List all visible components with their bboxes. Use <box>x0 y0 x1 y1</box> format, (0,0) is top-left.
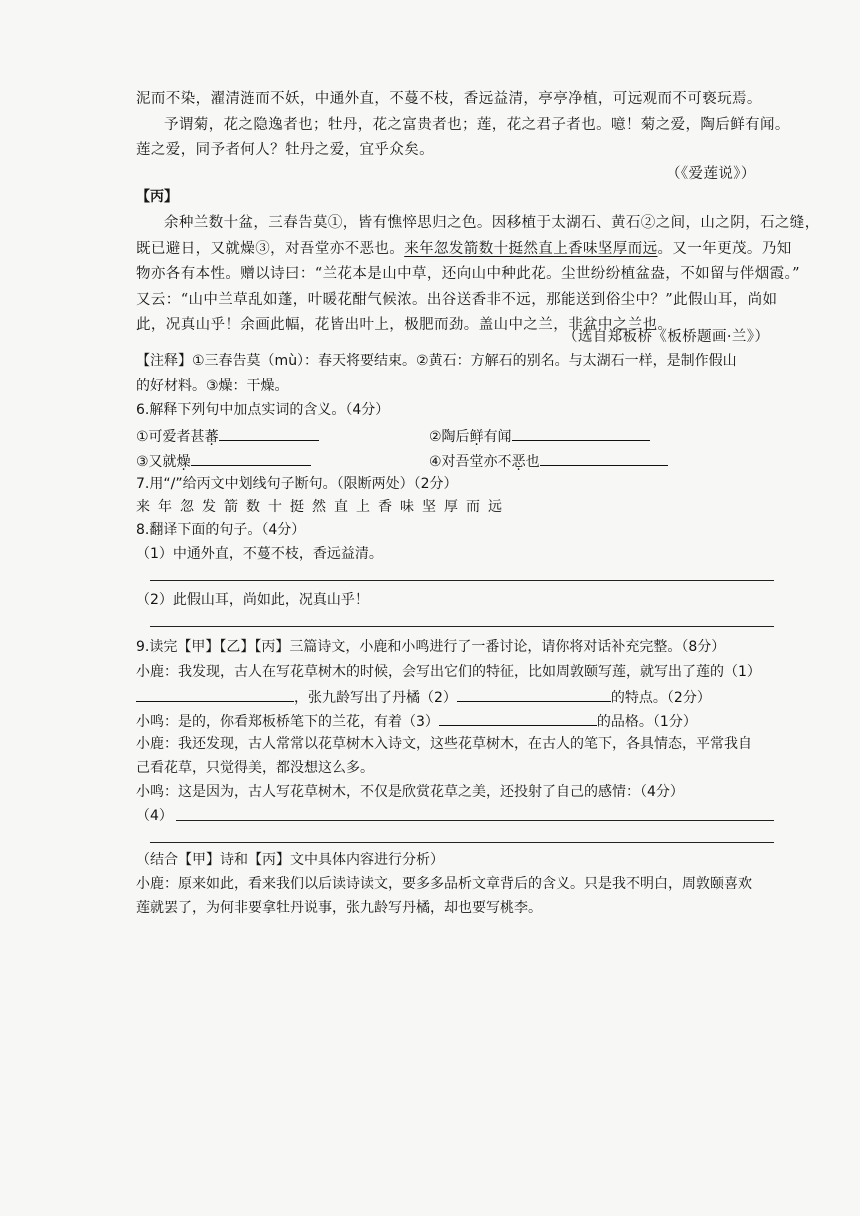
passage-bing-header: 【丙】 <box>136 189 178 205</box>
q9-answer-line-2[interactable] <box>150 842 774 843</box>
q9-stem: 9.读完【甲】【乙】【丙】三篇诗文，小鹿和小鸣进行了一番讨论，请你将对话补充完整。（8分） <box>136 639 726 655</box>
passage-bing-line-2: 既已避日，又就燥③，对吾堂亦不恶也。来年忽发箭数十挺然直上香味坚厚而远。又一年更茂。乃知 <box>136 241 792 257</box>
q9-answer-line-1[interactable] <box>176 820 774 821</box>
passage-yi-line-3: 莲之爱，同予者何人？牡丹之爱，宜乎众矣。 <box>136 142 434 158</box>
passage-bing-source: （选自郑板桥《板桥题画·兰》） <box>563 329 770 345</box>
q8-sentence-1: （1）中通外直，不蔓不枝，香远益清。 <box>136 546 383 562</box>
q7-sentence[interactable]: 来年忽发箭数十挺然直上香味坚厚而远 <box>136 499 510 515</box>
q6-item-a: ①可爱者甚蕃 <box>136 425 319 447</box>
q6-answer-blank-c[interactable] <box>191 450 311 466</box>
q9-blank-3[interactable] <box>439 710 597 726</box>
q9-line-6: 小鸣：这是因为，古人写花草树木，不仅是欣赏花草之美，还投射了自己的感情：（4分） <box>136 784 684 800</box>
q6-answer-blank-b[interactable] <box>512 425 650 441</box>
q6-answer-blank-d[interactable] <box>540 450 668 466</box>
notes-line-1: 【注释】①三春告莫（mù）：春天将要结束。②黄石：方解石的别名。与太湖石一样，是制作假山 <box>136 353 737 369</box>
q6-item-d: ④对吾堂亦不恶也 <box>429 450 668 472</box>
q9-line-7: （4） <box>136 808 173 824</box>
q9-blank-2[interactable] <box>457 686 611 702</box>
q8-stem: 8.翻译下面的句子。（4分） <box>136 522 306 538</box>
q9-line-8: 小鹿：原来如此，看来我们以后读诗读文，要多多品析文章背后的含义。只是我不明白，周敦颐喜欢 <box>136 876 752 892</box>
q8-answer-line-2[interactable] <box>150 626 774 627</box>
q9-line-9: 莲就罢了，为何非要拿牡丹说事，张九龄写丹橘，却也要写桃李。 <box>136 900 542 916</box>
notes-line-2: 的好材料。③燥：干燥。 <box>136 378 289 394</box>
q7-stem: 7.用“/”给丙文中划线句子断句。（限断两处）（2分） <box>136 476 458 492</box>
q9-hint: （结合【甲】诗和【丙】文中具体内容进行分析） <box>136 852 444 868</box>
passage-bing-line-4: 又云：“山中兰草乱如蓬，叶暖花酣气候浓。出谷送香非不远，那能送到俗尘中？”此假山耳，尚如 <box>136 292 778 308</box>
underlined-sentence: 来年忽发箭数十挺然直上香味坚厚而远 <box>404 241 658 257</box>
q8-sentence-2: （2）此假山耳，尚如此，况真山乎！ <box>136 592 369 608</box>
passage-bing-line-3: 物亦各有本性。赠以诗曰：“兰花本是山中草，还向山中种此花。尘世纷纷植盆盎，不如留与伴烟霞。” <box>136 266 800 282</box>
q9-blank-1[interactable] <box>136 686 294 702</box>
q9-line-4: 小鹿：我还发现，古人常常以花草树木入诗文，这些花草树木，在古人的笔下，各具情态，平常我自 <box>136 736 752 752</box>
q6-item-b: ②陶后鲜有闻 <box>429 425 650 447</box>
q9-line-3: 小鸣：是的，你看郑板桥笔下的兰花，有着（3） 的品格。（1分） <box>136 710 697 732</box>
passage-yi-line-1: 泥而不染，濯清涟而不妖，中通外直，不蔓不枝，香远益清，亭亭净植，可远观而不可亵玩焉。 <box>136 91 762 107</box>
passage-bing-line-1: 余种兰数十盆，三春告莫①，皆有憔悴思归之色。因移植于太湖石、黄石②之间，山之阴，石之缝， <box>164 215 820 231</box>
passage-bing-line-5: 此，况真山乎！余画此幅，花皆出叶上，极肥而劲。盖山中之兰，非盆中之兰也。 <box>136 317 673 333</box>
q9-line-1: 小鹿：我发现，古人在写花草树木的时候，会写出它们的特征，比如周敦颐写莲，就写出了莲的（1） <box>136 664 761 680</box>
q6-item-c: ③又就燥 <box>136 450 311 472</box>
q6-answer-blank-a[interactable] <box>219 425 319 441</box>
passage-yi-line-2: 予谓菊，花之隐逸者也；牡丹，花之富贵者也；莲，花之君子者也。噫！菊之爱，陶后鲜有闻。 <box>164 117 790 133</box>
q9-line-5: 己看花草，只觉得美，都没想这么多。 <box>136 760 374 776</box>
passage-yi-source: （《爱莲说》） <box>666 166 756 182</box>
q8-answer-line-1[interactable] <box>150 580 774 581</box>
q6-stem: 6.解释下列句中加点实词的含义。（4分） <box>136 402 390 418</box>
q9-line-2: ，张九龄写出了丹橘（2） 的特点。（2分） <box>136 686 711 708</box>
